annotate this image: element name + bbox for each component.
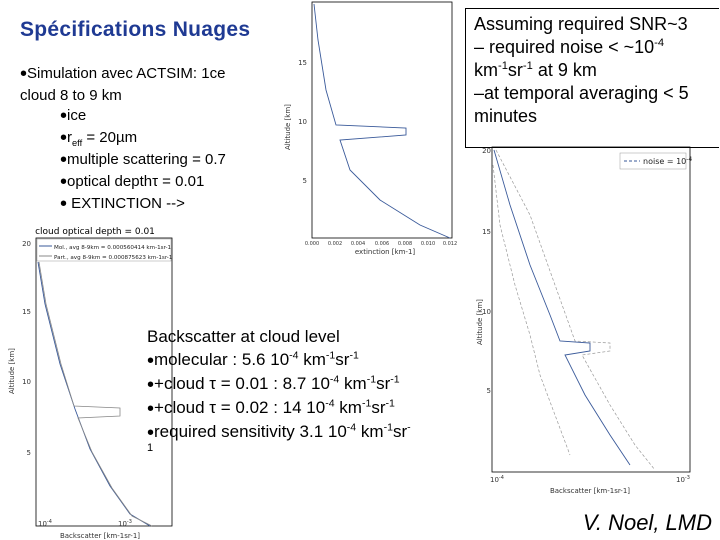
- left-ytick: 5: [26, 449, 31, 457]
- bullet-dot-icon: •: [60, 171, 68, 193]
- left-ytick: 10: [22, 378, 31, 386]
- extinction-xtick: 0.006: [374, 241, 390, 247]
- bullet-extinction-text: EXTINCTION -->: [67, 195, 185, 212]
- left-mol-profile: [38, 262, 150, 526]
- sim-text-1: Simulation avec ACTSIM: 1ce: [27, 65, 226, 82]
- left-xtick: $10^{-3}$: [118, 519, 132, 528]
- right-noise-upper: [496, 150, 655, 470]
- right-ytick: 20: [482, 147, 491, 155]
- bullet-optical-text: optical depthτ = 0.01: [67, 173, 205, 190]
- right-ytick: 10: [482, 308, 491, 316]
- bullet-dot-icon: •: [60, 149, 68, 171]
- snr-line-4: –at temporal averaging < 5: [474, 83, 689, 103]
- extinction-ytick: 5: [302, 177, 307, 185]
- author-credit: V. Noel, LMD: [582, 510, 712, 535]
- right-ytick: 15: [482, 228, 491, 236]
- bullet-dot-icon: •: [60, 105, 68, 127]
- extinction-xtick: 0.010: [420, 241, 436, 247]
- snr-line-2: – required noise < $\sim 10^{-4}$: [474, 37, 665, 57]
- snr-line-1: Assuming required SNR~3: [474, 14, 688, 34]
- bullet-ice-text: ice: [67, 107, 87, 124]
- right-xtick: $10^{-3}$: [676, 475, 690, 484]
- snr-line-5: minutes: [474, 106, 538, 126]
- extinction-plot: [280, 0, 460, 256]
- extinction-xtick: 0.002: [327, 241, 343, 247]
- bullet-dot-icon: •: [147, 422, 155, 444]
- bullet-dot-icon: •: [147, 350, 155, 372]
- right-backscatter-plot: [470, 145, 695, 500]
- bullet-optical: [60, 172, 204, 191]
- right-xtick: $10^{-4}$: [490, 475, 504, 484]
- backscatter-required: •required sensitivity 3.1 $10^{-4}$ $km^{-1}sr^-$: [147, 421, 411, 444]
- backscatter-cloud-001: •+cloud τ = 0.01 : 8.7 $10^{-4}$ $km^{-1}sr^{-1}$: [147, 373, 400, 396]
- snr-assumption-box: [465, 8, 719, 148]
- extinction-xtick: 0.004: [350, 241, 366, 247]
- extinction-xtick: 0.008: [397, 241, 413, 247]
- left-plot-title: cloud optical depth = 0.01: [35, 227, 155, 237]
- reff-subscript: eff: [72, 138, 83, 148]
- bullet-multiple-text: multiple scattering = 0.7: [67, 151, 226, 168]
- right-plot-xlabel: Backscatter [km-1sr-1]: [549, 487, 631, 495]
- reff-value: = 20µm: [82, 129, 138, 146]
- legend-part-label: Part., avg 8-9km = 0.000875623 km-1sr-1: [54, 255, 173, 261]
- bullet-multiple: [60, 150, 226, 169]
- backscatter-required-wrap: 1: [147, 442, 154, 454]
- extinction-ytick: 15: [298, 59, 307, 67]
- left-ytick: 15: [22, 308, 31, 316]
- left-plot-ylabel: Altitude [km]: [8, 348, 16, 394]
- backscatter-molecular: •molecular : 5.6 $10^{-4}$ $km^{-1}sr^{-1}$: [147, 349, 359, 372]
- legend-noise-label: noise = $10^{-4}$: [643, 156, 693, 166]
- left-ytick: 20: [22, 240, 31, 248]
- backscatter-cloud-002: •+cloud τ = 0.02 : 14 $10^{-4}$ $km^{-1}sr^{-1}$: [147, 397, 395, 420]
- right-signal-profile: [494, 150, 630, 465]
- bullet-dot-icon: •: [147, 374, 155, 396]
- extinction-ylabel: Altitude [km]: [284, 104, 292, 150]
- legend-mol-label: Mol., avg 8-9km = 0.000560414 km-1sr-1: [54, 245, 172, 251]
- bullet-dot-icon: •: [20, 63, 28, 85]
- right-ytick: 5: [486, 387, 491, 395]
- extinction-profile-line: [314, 4, 450, 238]
- backscatter-heading: Backscatter at cloud level: [147, 327, 340, 346]
- sim-line-1: [20, 64, 225, 83]
- bullet-dot-icon: •: [60, 193, 68, 215]
- reff-symbol: r: [67, 129, 73, 146]
- extinction-xlabel: extinction [km-1]: [354, 248, 416, 256]
- sim-line-2: cloud 8 to 9 km: [20, 87, 122, 104]
- bullet-dot-icon: •: [60, 127, 68, 149]
- snr-line-3: $km^{-1}sr^{-1}$ at 9 km: [474, 60, 597, 80]
- right-plot-frame: [492, 147, 693, 472]
- extinction-xtick: 0.000: [304, 241, 320, 247]
- right-noise-lower: [493, 165, 570, 455]
- extinction-xtick: 0.012: [442, 241, 458, 247]
- right-plot-ylabel: Altitude [km]: [476, 299, 484, 345]
- slide-title: Spécifications Nuages: [20, 18, 251, 41]
- left-xtick: $10^{-4}$: [38, 519, 52, 528]
- bullet-reff: [60, 128, 137, 147]
- left-part-profile: [39, 262, 155, 526]
- extinction-plot-frame: [312, 2, 452, 238]
- extinction-ytick: 10: [298, 118, 307, 126]
- bullet-ice: [60, 106, 86, 125]
- bullet-extinction: [60, 194, 185, 213]
- left-plot-xlabel: Backscatter [km-1sr-1]: [59, 532, 141, 540]
- bullet-dot-icon: •: [147, 398, 155, 420]
